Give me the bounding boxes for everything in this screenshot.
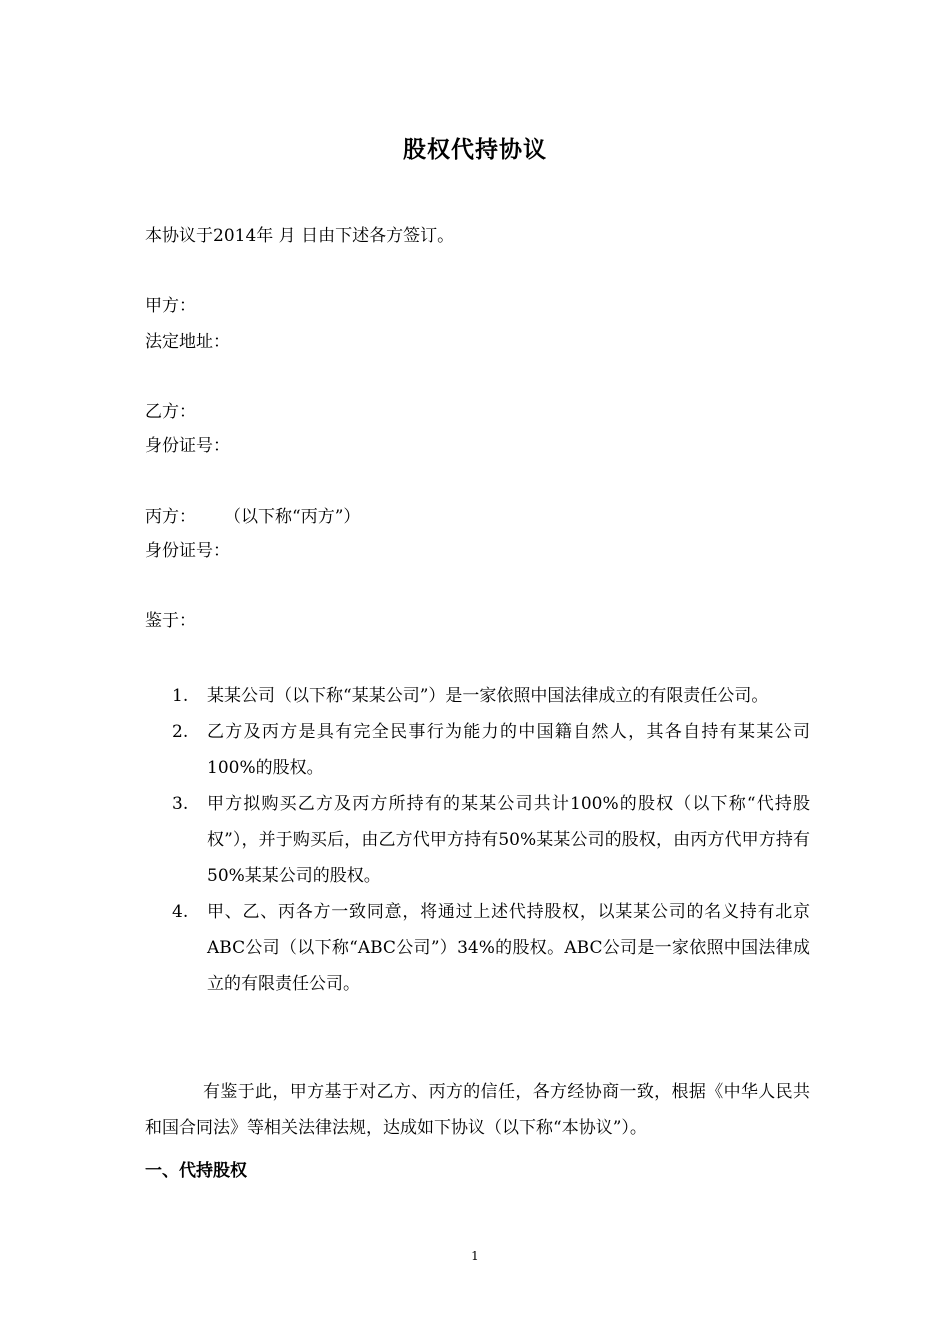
intro-line: 本协议于2014年 月 日由下述各方签订。 <box>145 226 455 246</box>
whereas-label: 鉴于： <box>145 611 196 631</box>
item-number: 4. <box>172 902 189 922</box>
party-a-address-label: 法定地址： <box>145 332 230 352</box>
whereas-item <box>145 678 810 714</box>
item-number: 2. <box>172 722 189 742</box>
whereas-list <box>145 678 810 1002</box>
item-text: 甲方拟购买乙方及丙方所持有的某某公司共计100%的股权（以下称“代持股权”），并于购买后，由乙方代甲方持有50%某某公司的股权，由丙方代甲方持有50%某某公司的股权。 <box>207 794 810 886</box>
page-number: 1 <box>471 1249 479 1263</box>
party-c-note: （以下称“丙方”） <box>224 507 361 527</box>
item-text: 某某公司（以下称“某某公司”）是一家依照中国法律成立的有限责任公司。 <box>207 686 769 706</box>
item-number: 3. <box>172 794 189 814</box>
conclusion-paragraph: 有鉴于此，甲方基于对乙方、丙方的信任，各方经协商一致，根据《中华人民共和国合同法》等相关法律法规，达成如下协议（以下称“本协议”）。 <box>145 1082 810 1138</box>
item-text: 乙方及丙方是具有完全民事行为能力的中国籍自然人，其各自持有某某公司100%的股权。 <box>207 722 810 778</box>
party-c-label: 丙方： <box>145 507 196 527</box>
whereas-item <box>145 894 810 1002</box>
document-title: 股权代持协议 <box>403 136 547 163</box>
item-text: 甲、乙、丙各方一致同意，将通过上述代持股权，以某某公司的名义持有北京ABC公司（以下称“ABC公司”）34%的股权。ABC公司是一家依照中国法律成立的有限责任公司。 <box>207 902 810 994</box>
party-b-label: 乙方： <box>145 402 196 422</box>
section-heading: 一、代持股权 <box>145 1161 247 1181</box>
item-number: 1. <box>172 686 189 706</box>
party-c-line <box>145 505 360 529</box>
party-a-label: 甲方： <box>145 296 196 316</box>
whereas-item <box>145 714 810 786</box>
party-c-id-label: 身份证号： <box>145 541 230 561</box>
whereas-item <box>145 786 810 894</box>
party-b-id-label: 身份证号： <box>145 436 230 456</box>
